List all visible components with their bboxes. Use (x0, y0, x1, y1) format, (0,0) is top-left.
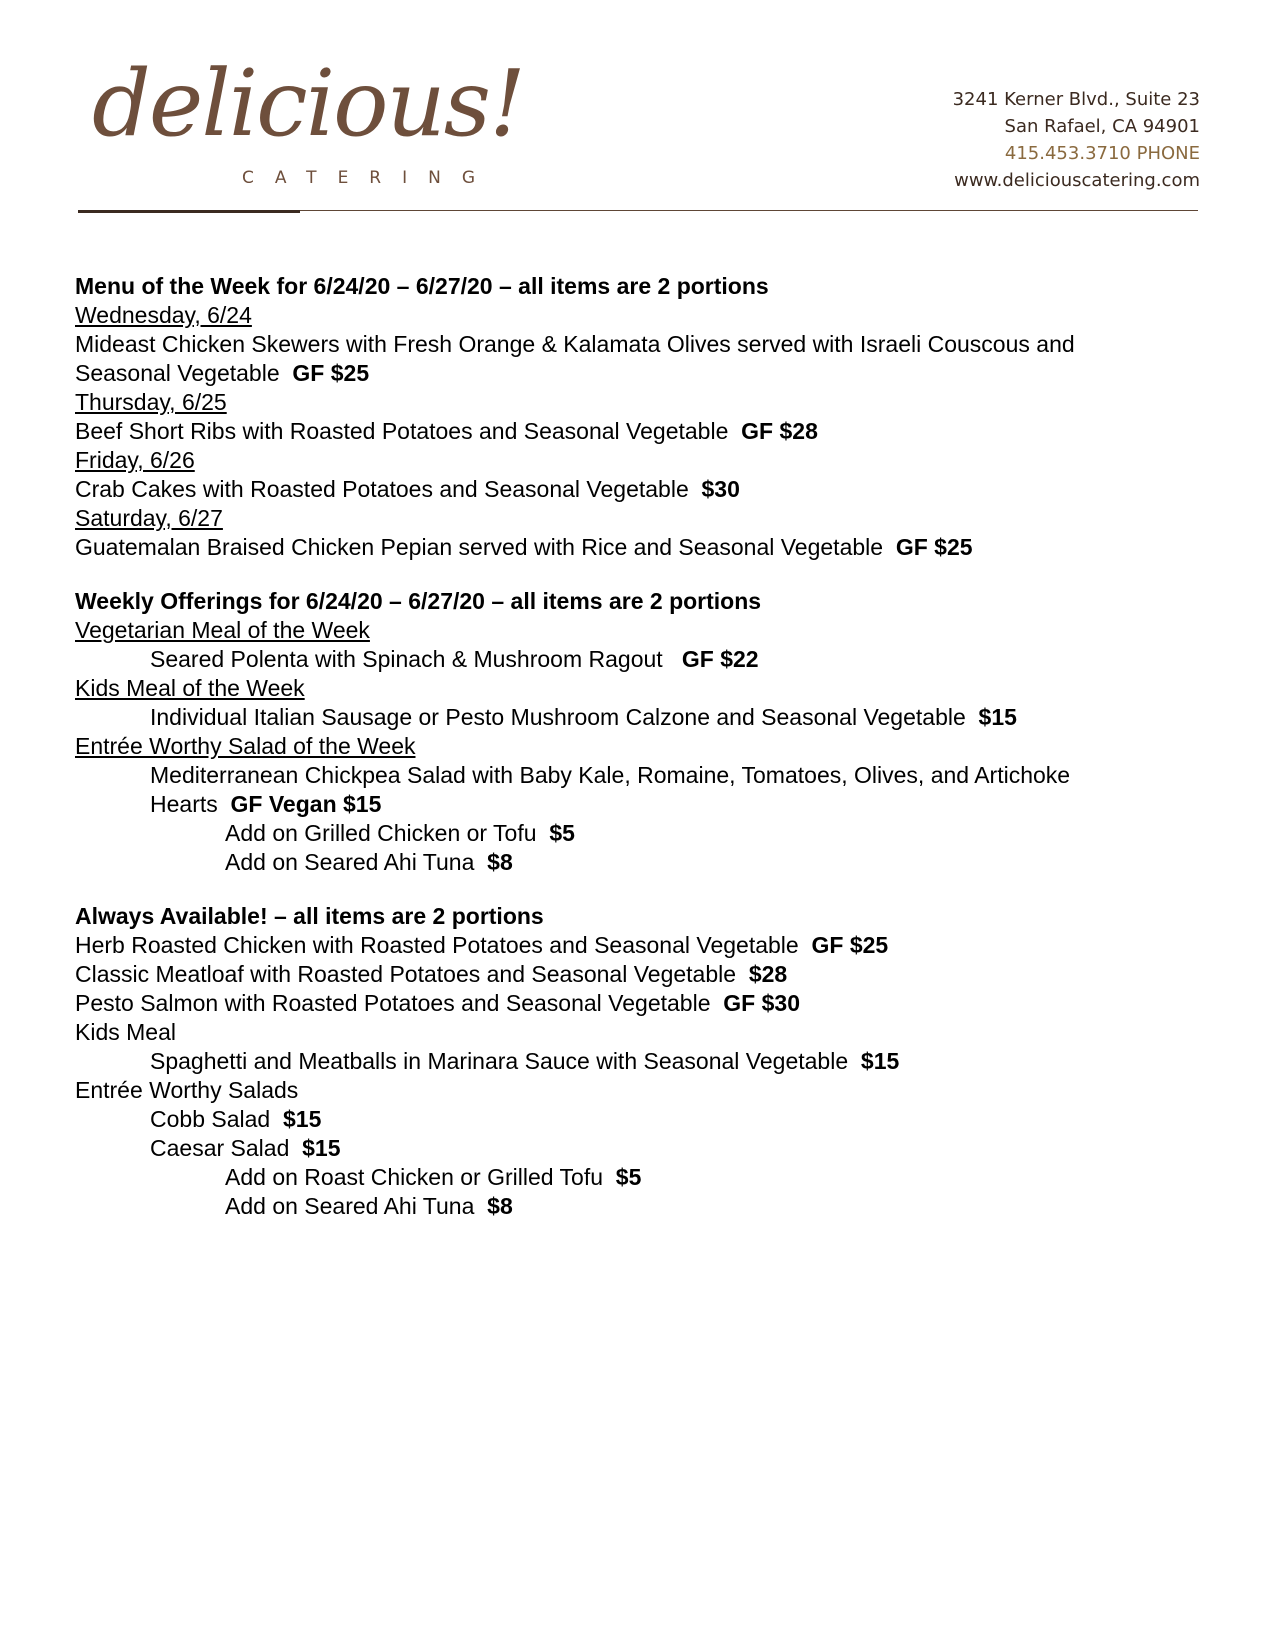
weekly-offerings-title: Weekly Offerings for 6/24/20 – 6/27/20 – all items are 2 portions (75, 588, 762, 614)
logo-wordmark: delicious! (92, 50, 524, 157)
logo-subtitle: CATERING (242, 168, 497, 188)
dish-price: GF $25 (292, 360, 370, 386)
dish-line: Seasonal Vegetable (75, 360, 280, 386)
dish-line: Mediterranean Chickpea Salad with Baby Kale, Romaine, Tomatoes, Olives, and Artichoke (150, 762, 1071, 788)
dish-line: Pesto Salmon with Roasted Potatoes and Seasonal Vegetable (75, 990, 711, 1016)
addon-text: Add on Seared Ahi Tuna (225, 849, 475, 875)
header-divider-accent (78, 210, 300, 213)
offering-label: Entrée Worthy Salads (75, 1077, 299, 1103)
address-line-2: San Rafael, CA 94901 (1004, 116, 1200, 137)
dish-line: Spaghetti and Meatballs in Marinara Sauce with Seasonal Vegetable (150, 1048, 849, 1074)
dish-price: GF $25 (811, 932, 889, 958)
day-saturday (75, 504, 1205, 562)
dish-price: GF $22 (681, 646, 759, 672)
salad-name: Cobb Salad (150, 1106, 271, 1132)
phone-number: 415.453.3710 PHONE (1004, 143, 1200, 164)
day-label: Wednesday, 6/24 (75, 302, 252, 328)
addon-text: Add on Grilled Chicken or Tofu (225, 820, 537, 846)
addon-text: Add on Seared Ahi Tuna (225, 1193, 475, 1219)
dish-line: Classic Meatloaf with Roasted Potatoes and Seasonal Vegetable (75, 961, 737, 987)
website-link[interactable]: www.deliciouscatering.com (954, 170, 1200, 191)
dish-line: Herb Roasted Chicken with Roasted Potatoes and Seasonal Vegetable (75, 932, 799, 958)
dish-line: Guatemalan Braised Chicken Pepian served with Rice and Seasonal Vegetable (75, 534, 884, 560)
always-salads (75, 1076, 1205, 1221)
dish-price: $28 (748, 961, 788, 987)
day-thursday (75, 388, 1205, 446)
dish-line: Seared Polenta with Spinach & Mushroom Ragout (150, 646, 663, 672)
day-label: Thursday, 6/25 (75, 389, 227, 415)
salad-price: $15 (282, 1106, 322, 1132)
always-item (75, 989, 1205, 1018)
dish-line: Individual Italian Sausage or Pesto Mushroom Calzone and Seasonal Vegetable (150, 704, 966, 730)
offering-label: Kids Meal of the Week (75, 675, 305, 701)
salad-price: $15 (302, 1135, 341, 1161)
dish-line: Hearts (150, 791, 218, 817)
company-logo (92, 50, 524, 198)
day-label: Saturday, 6/27 (75, 505, 223, 531)
dish-price: $30 (701, 476, 740, 502)
salad-offering (75, 732, 1205, 877)
offering-label: Kids Meal (75, 1019, 176, 1045)
addon-price: $5 (549, 820, 575, 846)
dish-line: Beef Short Ribs with Roasted Potatoes and Seasonal Vegetable (75, 418, 729, 444)
salad-name: Caesar Salad (150, 1135, 290, 1161)
addon-price: $8 (487, 849, 513, 875)
dish-price: GF $30 (723, 990, 800, 1016)
dish-price: $15 (860, 1048, 900, 1074)
offering-label: Vegetarian Meal of the Week (75, 617, 370, 643)
dish-line: Crab Cakes with Roasted Potatoes and Seasonal Vegetable (75, 476, 689, 502)
addon-price: $8 (487, 1193, 513, 1219)
contact-block (953, 86, 1200, 194)
menu-week-title: Menu of the Week for 6/24/20 – 6/27/20 – all items are 2 portions (75, 273, 769, 299)
always-available-title: Always Available! – all items are 2 portions (75, 903, 544, 929)
dish-price: GF $28 (741, 418, 818, 444)
dish-price: GF $25 (895, 534, 973, 560)
vegetarian-offering (75, 616, 1205, 674)
address-line-1: 3241 Kerner Blvd., Suite 23 (952, 89, 1200, 110)
day-friday (75, 446, 1205, 504)
always-kids (75, 1018, 1205, 1076)
always-item (75, 931, 1205, 960)
dish-line: Mideast Chicken Skewers with Fresh Orange & Kalamata Olives served with Israeli Couscous and (75, 331, 1075, 357)
addon-text: Add on Roast Chicken or Grilled Tofu (225, 1164, 603, 1190)
kids-offering (75, 674, 1205, 732)
menu-content (75, 272, 1205, 1221)
day-wednesday (75, 301, 1205, 388)
dish-price: GF Vegan $15 (230, 791, 382, 817)
dish-price: $15 (978, 704, 1017, 730)
day-label: Friday, 6/26 (75, 447, 195, 473)
addon-price: $5 (615, 1164, 642, 1190)
offering-label: Entrée Worthy Salad of the Week (75, 733, 416, 759)
always-item (75, 960, 1205, 989)
